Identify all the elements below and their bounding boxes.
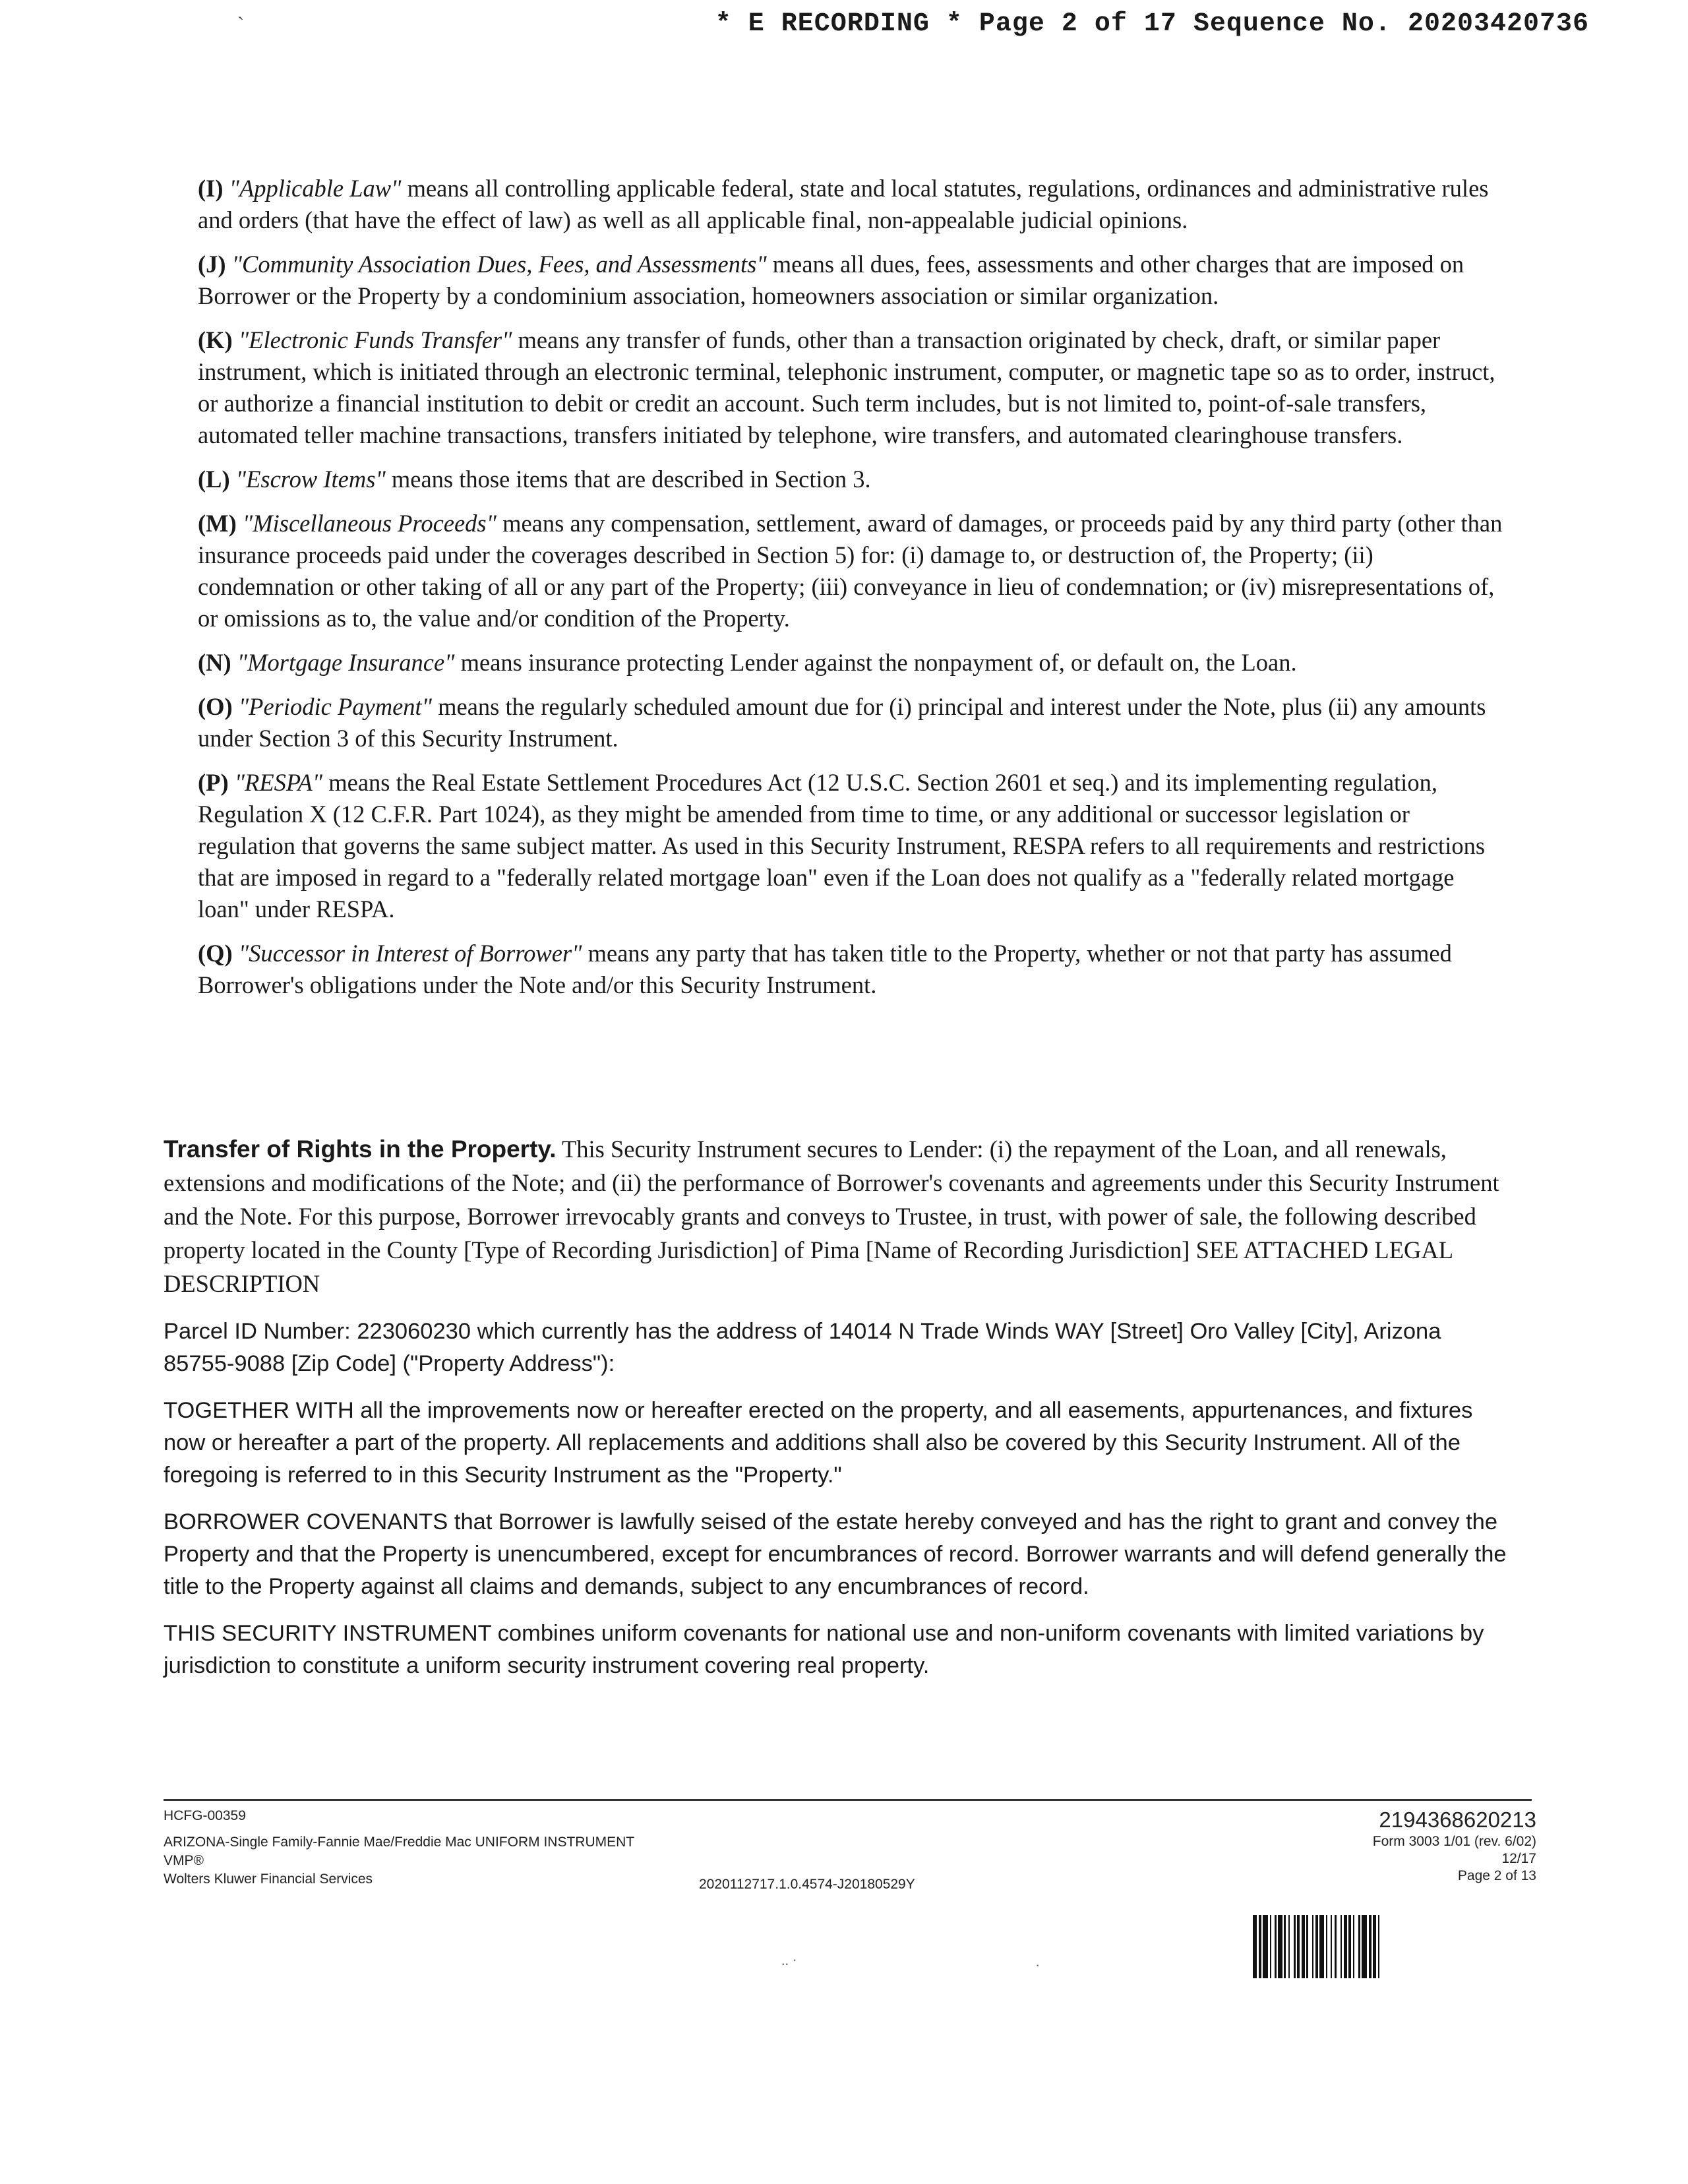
stray-mark: ` [237,13,244,35]
footer-vmp: VMP® [164,1853,204,1868]
definition-miscellaneous-proceeds [198,508,1510,634]
footer-code: HCFG-00359 [164,1808,246,1823]
definition-term: "Community Association Dues, Fees, and Assessments" [231,251,767,278]
footer-form-number: Form 3003 1/01 (rev. 6/02) [1372,1834,1536,1849]
definition-community-association [198,249,1510,312]
definition-text: means all controlling applicable federal, state and local statutes, regulations, ordinances and administrative rules and orders (that have the effect of law) as well as all applicable final, non-appealable judicial opinions. [198,175,1489,233]
footer-left [164,1807,634,1889]
footer-publisher: Wolters Kluwer Financial Services [164,1871,373,1887]
definition-term: "Electronic Funds Transfer" [238,326,512,353]
definition-text: means all dues, fees, assessments and other charges that are imposed on Borrower or the Property by a condominium association, homeowners association or similar organization. [198,251,1464,309]
definition-text: means those items that are described in Section 3. [385,466,871,493]
definition-letter: (I) [198,175,224,202]
barcode-bar [1379,1915,1383,1978]
scan-specks: .. · [781,1952,797,1968]
definition-term: "Applicable Law" [229,175,402,202]
definition-letter: (P) [198,769,229,796]
definition-text: means the regularly scheduled amount due for (i) principal and interest under the Note, plus (ii) any amounts under Section 3 of this Security Instrument. [198,693,1486,752]
transfer-paragraph [164,1133,1512,1301]
definitions-list [198,173,1510,1014]
definition-escrow-items [198,464,1510,495]
barcode-bar [1362,1915,1367,1978]
parcel-paragraph: Parcel ID Number: 223060230 which currently has the address of 14014 N Trade Winds WAY [Street] Oro Valley [City], Arizona 85755-9088 [Zip Code] ("Property Address"): [164,1319,1441,1376]
definition-text: means insurance protecting Lender against the nonpayment of, or default on, the Loan. [454,649,1297,676]
definition-applicable-law [198,173,1510,236]
definition-term: "Miscellaneous Proceeds" [242,510,497,537]
definition-letter: (L) [198,466,230,493]
footer-form-title: ARIZONA-Single Family-Fannie Mae/Freddie Mac UNIFORM INSTRUMENT [164,1835,635,1850]
barcode-bar [1278,1915,1282,1978]
definition-letter: (N) [198,649,231,676]
definition-letter: (O) [198,693,233,720]
footer-doc-id: 2020112717.1.0.4574-J20180529Y [699,1877,915,1892]
instrument-paragraph: THIS SECURITY INSTRUMENT combines uniform covenants for national use and non-uniform covenants with limited variations by jurisdiction to constitute a uniform security instrument covering real property. [164,1621,1484,1678]
footer-divider [164,1799,1532,1801]
transfer-heading: Transfer of Rights in the Property. [164,1136,557,1163]
definition-text: means any transfer of funds, other than a transaction originated by check, draft, or similar paper instrument, which is initiated through an electronic terminal, telephonic instrument, computer, or magnetic tape so as to order, instruct, or authorize a financial institution to debit or credit an account. Such term includes, but is not limited to, point-of-sale transfers, automated teller machine transactions, transfers initiated by telephone, wire transfers, and automated clearinghouse transfers. [198,326,1495,448]
definition-term: "Mortgage Insurance" [237,649,455,676]
definition-term: "Escrow Items" [235,466,386,493]
definition-letter: (Q) [198,940,233,967]
scan-speck: · [1035,1957,1040,1974]
definition-respa [198,767,1510,925]
covenants-paragraph: BORROWER COVENANTS that Borrower is lawfully seised of the estate hereby conveyed and has the right to grant and convey the Property and that the Property is unencumbered, except for encumbrances of record. Borrower warrants and will defend generally the title to the Property against all claims and demands, subject to any encumbrances of record. [164,1509,1507,1599]
definition-electronic-funds [198,324,1510,451]
barcode-bar [1319,1915,1324,1978]
definition-letter: (J) [198,251,226,278]
definition-periodic-payment [198,691,1510,754]
definition-term: "Periodic Payment" [238,693,432,720]
definition-successor-in-interest [198,938,1510,1001]
barcode-bar [1263,1915,1268,1978]
footer-form-date: 12/17 [1501,1851,1536,1866]
definition-letter: (K) [198,326,233,353]
definition-letter: (M) [198,510,237,537]
definition-term: "RESPA" [234,769,323,796]
definition-text: means the Real Estate Settlement Procedures Act (12 U.S.C. Section 2601 et seq.) and its implementing regulation, Regulation X (12 C.F.R. Part 1024), as they might be amended from time to time, or any additional or successor legislation or regulation that governs the same subject matter. As used in this Security Instrument, RESPA refers to all requirements and restrictions that are imposed in regard to a "federally related mortgage loan" even if the Loan does not qualify as a "federally related mortgage loan" under RESPA. [198,769,1486,923]
transfer-text: This Security Instrument secures to Lender: (i) the repayment of the Loan, and all renewals, extensions and modifications of the Note; and (ii) the performance of Borrower's covenants and agreements under this Security Instrument and the Note. For this purpose, Borrower irrevocably grants and conveys to Trustee, in trust, with power of sale, the following described property located in the County [Type of Recording Jurisdiction] of Pima [Name of Recording Jurisdiction] SEE ATTACHED LEGAL DESCRIPTION [164,1136,1499,1297]
definition-term: "Successor in Interest of Borrower" [238,940,582,967]
definition-text: means any compensation, settlement, award of damages, or proceeds paid by any third party (other than insurance proceeds paid under the coverages described in Section 5) for: (i) damage to, or destruction of, the Property; (ii) condemnation or other taking of all or any part of the Property; (iii) conveyance in lieu of condemnation; or (iv) misrepresentations of, or omissions as to, the value and/or condition of the Property. [198,510,1503,632]
document-body [164,1133,1512,1697]
definition-text: means any party that has taken title to the Property, whether or not that party has assumed Borrower's obligations under the Note and/or this Security Instrument. [198,940,1452,998]
recording-header: * E RECORDING * Page 2 of 17 Sequence No. 20203420736 [715,9,1589,39]
together-paragraph: TOGETHER WITH all the improvements now or hereafter erected on the property, and all easements, appurtenances, and fixtures now or hereafter a part of the property. All replacements and additions shall also be covered by this Security Instrument. All of the foregoing is referred to in this Security Instrument as the "Property." [164,1398,1473,1488]
footer-right [1373,1807,1536,1885]
footer-loan-number: 2194368620213 [1379,1807,1536,1832]
barcode-image [1253,1915,1527,1978]
definition-mortgage-insurance [198,647,1510,679]
footer-page-number: Page 2 of 13 [1457,1868,1536,1883]
